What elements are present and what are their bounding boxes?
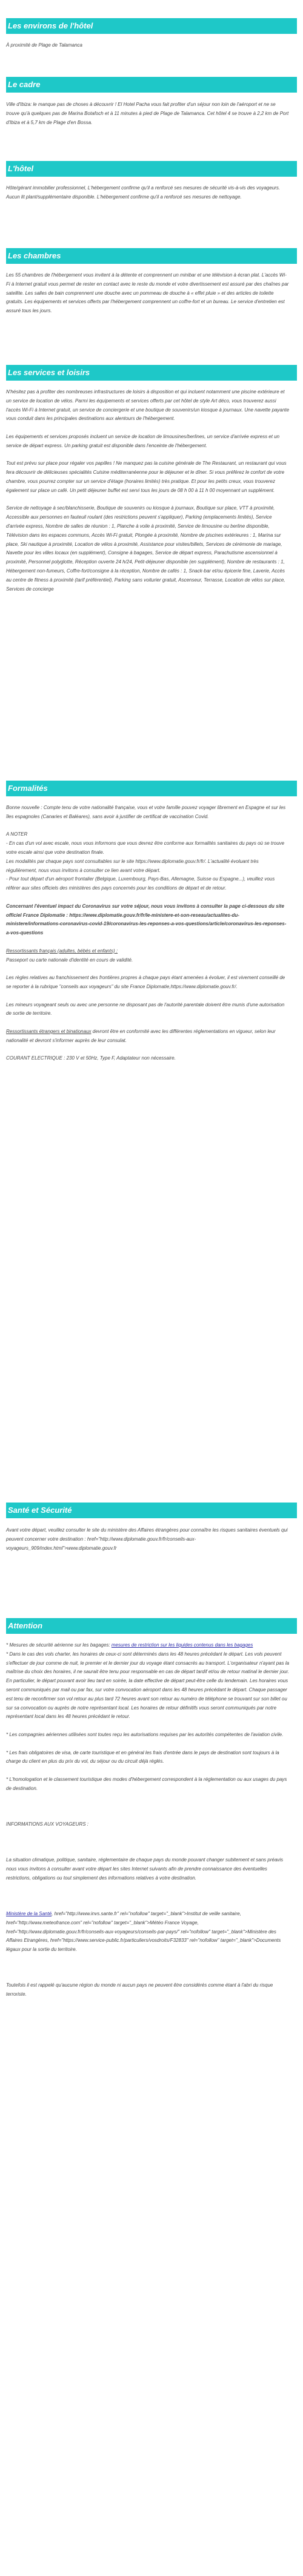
services-p4: Service de nettoyage à sec/blanchisserie, Boutique de souvenirs ou kiosque à journaux, Boutique sur place, VTT à proximité, Accessible aux personnes en fauteuil roulant (des restrictions peuvent s'appliquer), Parking (emplacements limités), Service d'arrivée express, Nombre de salles de réunion : 1, Planche à voile à proximité, Service de limousine ou berline disponible, Télévision dans les espaces communs, Accès Wi-Fi gratuit, Plongée à proximité, Nombre de piscines extérieures : 1, Marina sur place, Ski nautique à proximité, Location de vélos à proximité, Assistance pour visites/billets, Services de cérémonie de mariage, Navette pour les villes locaux (en supplément), Consigne à bagages, Service de départ express, Parachutisme ascensionnel à proximité, Personnel polyglotte, Réception ouverte 24 h/24, Petit-déjeuner disponible (en supplément), Nombre de restaurants : 1, Hébergement non-fumeurs, Coffre-fort/consigne à la réception, Nombre de cafés : 1, Snack-bar et/ou épicerie fine, Laverie, Accès au centre de fitness à proximité (tarif préférentiel), Parking sans voiturier gratuit, Ascenseur, Terrasse, Location de vélos sur place, Services de concierge [6,505,285,592]
attention-p6: La situation climatique, politique, sanitaire, réglementaire de chaque pays du monde pouvant changer subitement et sans préavis nous vous invitons à consulter avant votre départ les sites Internet suivants afin de prendre connaissance des éventuelles restrictions, obligations ou tout simplement des informations relatives à votre destination. [6,1857,284,1881]
services-p3: Tout est prévu sur place pour régaler vos papilles ! Ne manquez pas la cuisine générale de The Restaurant, un restaurant qui vous fera découvrir de délicieuses spécialités Cuisine méditerranéenne pour le déjeuner et le dîner. Si vous préférez le confort de votre chambre, vous pourrez compter sur un service d'étage (horaires limités) très pratique. Et pour les petits creux, vous trouverez également sur place un café. Un petit déjeuner buffet est servi tous les jours de 08 h 00 à 11 h 00 moyennant un supplément. [6,460,287,493]
section-title-services: Les services et loisirs [6,365,297,381]
formalites-mineurs: Les mineurs voyageant seuls ou avec une personne ne disposant pas de l'autorité parentale doivent être munis d'une autorisation de sortie de territoire. [6,1001,285,1017]
attention-p1 [6,1641,290,1650]
section-body-formalites [6,804,290,1063]
formalites-regles: Les règles relatives au franchissement des frontières propres à chaque pays étant amenées à évoluer, il est vivement conseillé de se reporter à la rubrique "conseils aux voyageurs" du site France Diplomatie,https://www.diplomatie.gouv.fr/. [6,975,285,989]
section-title-chambres: Les chambres [6,248,297,264]
section-formalites [0,781,303,1063]
section-body-services [6,388,290,594]
ministere-sante-link[interactable]: Ministère de la Santé [6,1910,52,1916]
section-body-attention [6,1641,290,1999]
section-title-attention: Attention [6,1618,297,1634]
attention-p2: * Dans le cas des vols charter, les horaires de ceux-ci sont déterminés dans les 48 heures précédant le départ. Les vols peuvent s'effectuer de jour comme de nuit, le premier et le dernier jour du voyage étant consacrés au transport. L'organisateur n'ayant pas la maîtrise du choix des horaires, il ne saurait être tenu pour responsable en cas de départ tardif et/ou de retour matinal le dernier jour. En particulier, le départ pouvant avoir lieu tard en soirée, la date effective de départ peut-être celle du lendemain. Les horaires vous seront communiqués par mail ou par fax, sur votre convocation aéroport dans les 48 heures précédant le départ. Chaque passager est tenu de reconfirmer son vol retour au plus tard 72 heures avant son retour au numéro de téléphone se trouvant sur son billet ou sur sa convocation ou auprès de notre représentant local. Les horaires de retour définitifs vous seront communiqués par notre représentant local dans les 48 heures précédant le retour. [6,1651,290,1720]
section-sante [0,1503,303,1553]
formalites-p1: Bonne nouvelle : Compte tenu de votre nationalité française, vous et votre famille pouvez voyager librement en Espagne et sur les îles espagnoles (Canaries et Baléares), sans avoir à justifier de certificat de vaccination Covid. [6,805,286,819]
section-body-environs [6,41,290,50]
section-body-cadre [6,100,290,127]
formalites-nota-2: Les modalités par chaque pays sont consultables sur le site https://www.diplomatie.gouv.fr/fr/. L'actualité évoluant très régulièrement, nous vous invitons à consulter ce lien avant votre départ. [6,858,259,873]
attention-p7-rest: , href="http://www.invs.sante.fr" rel="nofollow" target="_blank">Institut de veille sanitaire, href="http://www.meteofrance.com" rel="nofollow" target="_blank">Météo France Voyage, href="http://www.diplomatie.gouv.fr/fr/conseils-aux-voyageurs/conseils-par-pays/" rel="nofollow" target="_blank">Ministère des Affaires Etrangères, href="https://www.service-public.fr/particuliers/vosdroits/F32833" rel="nofollow" target="_blank">Documents légaux pour la sortie du territoire. [6,1910,281,1953]
section-title-hotel: L'hôtel [6,161,297,177]
section-title-environs: Les environs de l'hôtel [6,18,297,34]
attention-p4: * Les frais obligatoires de visa, de carte touristique et en général les frais d'entrée dans le pays de destination sont toujours à la charge du client en plus du prix du vol, du séjour ou du circuit déjà réglés. [6,1749,279,1765]
section-cadre [0,77,303,127]
formalites-nota-title: A NOTER [6,831,28,837]
section-body-hotel [6,184,290,202]
hotel-text: Hôte/gérant immobilier professionnel, L'hébergement confirme qu'il a renforcé ses mesures de sécurité vis-à-vis des voyageurs. Aucun lit plant/supplémentaire disponible. L'hébergement confirme qu'il a renforcé ses mesures de nettoyage. [6,185,281,200]
chambres-text: Les 55 chambres de l'hébergement vous invitent à la détente et comprennent un minibar et une télévision à écran plat. L'accès Wi-Fi à Internet gratuit vous permet de rester en contact avec le reste du monde et votre divertissement est assuré par des chaînes par satellite. Les salles de bain comprennent une douche avec un pommeau de douche à « effet pluie » et des articles de toilette gratuits. Les équipements et services offerts par l'hébergement comprennent un coffre-fort et un bureau. Le service d'entretien est assuré tous les jours. [6,272,289,314]
attention-p5: * L'homologation et le classement touristique des modes d'hébergement correspondent à la réglementation ou aux usages du pays de destination. [6,1776,287,1791]
section-environs [0,18,303,50]
section-title-formalites: Formalités [6,781,297,796]
section-chambres [0,248,303,316]
formalites-nota-1: - En cas d'un vol avec escale, nous vous informons que vous devrez être conforme aux formalités sanitaires du pays où se trouve votre escale ainsi que votre destination finale. [6,841,285,855]
cadre-text: Ville d'Ibiza: le manque pas de choses à découvrir ! El Hotel Pacha vous fait profiter d'un séjour non loin de l'aéroport et ne se trouve qu'à quelques pas de Marina Botafoch et à 11 minutes à pied de Plage de Talamanca. Cet hôtel 4 se trouve à 2,2 km de Port d'Ibiza et à 5,7 km de Plage d'en Bossa. [6,102,289,125]
formalites-ressortissants-text: Passeport ou carte nationale d'identité en cours de validité. [6,957,133,963]
liquides-restriction-link[interactable]: mesures de restriction sur les liquides contenus dans les bagages [111,1642,253,1648]
attention-info-title: INFORMATIONS AUX VOYAGEURS : [6,1821,89,1827]
formalites-nota-3: - Pour tout départ d'un aéroport frontalier (Belgique, Luxembourg, Pays-Bas, Allemagne, Suisse ou Espagne...), veuillez vous référer aux sites officiels des ministères des pays concernés pour les conditions de départ et de retour. [6,876,275,891]
formalites-etrangers-text: devront être en conformité avec les différentes réglementations en vigueur, selon leur nationalité et devront s'informer auprès de leur consulat. [6,1028,276,1043]
section-body-chambres [6,271,290,316]
environs-text: À proximité de Plage de Talamanca [6,42,82,48]
section-body-sante [6,1526,290,1553]
section-hotel [0,161,303,202]
formalites-courant: COURANT ELECTRIQUE : 230 V et 50Hz, Type F, Adaptateur non nécessaire. [6,1055,176,1061]
attention-p1-lead: * Mesures de sécurité aérienne sur les bagages: [6,1642,112,1648]
attention-p3: * Les compagnies aériennes utilisées sont toutes reçu les autorisations requises par les autorités compétentes de l'aviation civile. [6,1731,284,1737]
section-services [0,365,303,594]
section-title-sante: Santé et Sécurité [6,1503,297,1518]
formalites-etrangers-label: Ressortissants étrangers et binationaux [6,1028,92,1034]
attention-p8: Toutefois il est rappelé qu'aucune région du monde ni aucun pays ne peuvent être considérés comme étant à l'abri du risque terroriste. [6,1982,273,1998]
attention-p7 [6,1910,290,1955]
formalites-ressortissants-label: Ressortissants français (adultes, bébés et enfants) : [6,948,118,954]
section-attention [0,1618,303,1999]
sante-text: Avant votre départ, veuillez consulter le site du ministère des Affaires étrangères pour connaître les risques sanitaires éventuels qui peuvent concerner votre destination : href="http://www.diplomatie.gouv.fr/fr/conseils-aux-voyageurs_909/index.html">www.diplomatie.gouv.fr [6,1527,288,1551]
section-title-cadre: Le cadre [6,77,297,93]
formalites-coronavirus: Concernant l'éventuel impact du Coronavirus sur votre séjour, nous vous invitons à consulter la page ci-dessous du site officiel France Diplomatie : https://www.diplomatie.gouv.fr/fr/le-ministere-et-son-reseau/actualites-du-ministere/informations-coronavirus-covid-19/coronavirus-les-reponses-a-vos-questions/article/coronavirus-les-reponses-a-vos-questions [6,903,287,936]
services-p1: N'hésitez pas à profiter des nombreuses infrastructures de loisirs à disposition et qui incluent notamment une piscine extérieure et un service de location de vélos. Parmi les équipements et services offerts par cet hôtel de style Art déco, vous trouverez aussi l'accès Wi-Fi à Internet gratuit, un service de conciergerie et une boutique de souvenirs/un kiosque à journaux. Une navette payante vous conduit dans les principales destinations aux alentours de l'hébergement. [6,389,290,422]
formalites-etrangers [6,1027,290,1046]
services-p2: Les équipements et services proposés incluent un service de location de limousines/berlines, un service d'arrivée express et un service de départ express. Un parking gratuit est disponible dans l'enceinte de l'hébergement. [6,433,280,448]
